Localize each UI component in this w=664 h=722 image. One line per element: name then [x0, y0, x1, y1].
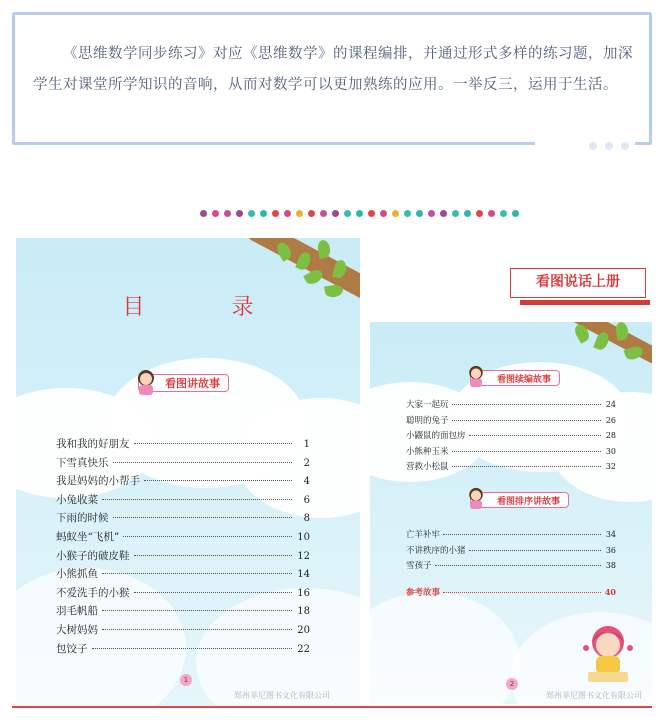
divider-dot: [500, 210, 507, 217]
toc-leader: [452, 466, 601, 467]
divider-dot: [272, 210, 279, 217]
divider-dot: [452, 210, 459, 217]
toc-leader: [102, 629, 292, 630]
toc-entry: [56, 473, 310, 492]
toc-leader: [102, 499, 292, 500]
toc-entry-title: 不爱洗手的小猴: [56, 586, 130, 599]
toc-entry-page: 16: [297, 587, 310, 599]
toc-entry-title: 下雪真快乐: [56, 456, 109, 469]
publisher-watermark: 郑州菲尼图书文化有限公司: [234, 691, 330, 700]
page-number: 1: [180, 674, 192, 686]
toc-list: [56, 436, 310, 659]
toc-leader: [134, 443, 293, 444]
toc-leader: [443, 534, 601, 535]
divider-dot: [332, 210, 339, 217]
toc-entry-title: 下雨的时候: [56, 512, 109, 525]
toc-entry: [56, 566, 310, 585]
toc-entry: [56, 436, 310, 455]
toc-leader: [102, 573, 292, 574]
divider-dot: [404, 210, 411, 217]
toc-entry: [56, 492, 310, 511]
toc-list-section-1: [406, 398, 616, 476]
toc-entry: [56, 548, 310, 567]
girl-avatar-icon: [133, 368, 159, 396]
toc-entry: [56, 585, 310, 604]
girl-avatar-icon: [465, 486, 487, 510]
publisher-watermark: 郑州菲尼图书文化有限公司: [546, 691, 642, 700]
toc-entry-title: 营救小松鼠: [406, 462, 449, 472]
toc-entry-reference: [406, 586, 616, 602]
toc-entry: [56, 529, 310, 548]
dot-divider: [200, 210, 519, 217]
toc-leader: [134, 592, 293, 593]
toc-title: 目 录: [122, 295, 294, 320]
toc-entry-page: 10: [297, 531, 310, 543]
divider-dot: [476, 210, 483, 217]
toc-leader: [92, 648, 293, 649]
divider-dot: [320, 210, 327, 217]
toc-entry-page: 28: [605, 431, 616, 440]
toc-entry-title: 不讲秩序的小猪: [406, 545, 466, 556]
toc-entry-page: 32: [605, 462, 616, 471]
book-page-left: [16, 238, 360, 708]
divider-dot: [236, 210, 243, 217]
section-badge-label: 看图续编故事: [497, 374, 552, 385]
divider-dot: [368, 210, 375, 217]
toc-entry-page: 26: [605, 415, 616, 425]
section-badge-1: [470, 370, 560, 386]
toc-entry-page: 36: [605, 545, 616, 555]
toc-list-section-2: [406, 528, 616, 575]
divider-dot: [416, 210, 423, 217]
intro-text: [33, 39, 641, 101]
toc-entry: [56, 641, 310, 660]
toc-entry-title: 小熊种玉米: [406, 446, 449, 457]
toc-entry: [406, 544, 616, 560]
divider-dot: [512, 210, 519, 217]
toc-entry-title: 亡羊补牢: [406, 530, 441, 540]
girl-avatar-icon: [465, 364, 487, 388]
toc-entry-page: 8: [303, 513, 310, 525]
toc-entry-page: 4: [303, 476, 310, 488]
divider-dot: [356, 210, 363, 217]
toc-entry: [406, 398, 616, 414]
page-number: 2: [506, 678, 518, 690]
toc-list-reference: [406, 586, 616, 602]
bottom-rule: [12, 706, 652, 708]
divider-dot: [344, 210, 351, 217]
toc-entry-page: 40: [604, 587, 616, 597]
toc-entry: [406, 429, 616, 445]
divider-dot: [440, 210, 447, 217]
divider-dot: [296, 210, 303, 217]
toc-entry: [406, 445, 616, 461]
toc-entry: [56, 510, 310, 529]
cloud-decoration: [370, 592, 520, 704]
toc-leader: [123, 536, 292, 537]
divider-dot: [428, 210, 435, 217]
toc-entry: [56, 622, 310, 641]
book-label-banner: 看图说话上册: [510, 268, 646, 298]
divider-dot: [284, 210, 291, 217]
toc-entry-title: 大树妈妈: [56, 623, 98, 636]
divider-dot: [200, 210, 207, 217]
toc-leader: [443, 592, 601, 593]
toc-entry-title: 小鼹鼠的面包房: [406, 431, 466, 441]
toc-entry-page: 24: [605, 400, 616, 409]
book-page-right: [370, 322, 652, 704]
toc-leader: [452, 451, 601, 452]
toc-entry-page: 14: [297, 569, 310, 581]
toc-entry-title: 小猴子的破皮鞋: [56, 549, 130, 562]
toc-entry-page: 6: [303, 494, 310, 506]
toc-leader: [452, 404, 601, 405]
divider-dot: [380, 210, 387, 217]
toc-leader: [102, 610, 292, 611]
box-border-gap: [535, 142, 587, 145]
toc-entry: [406, 528, 616, 544]
toc-entry-page: 22: [297, 643, 310, 655]
divider-dot: [488, 210, 495, 217]
toc-entry-title: 雪孩子: [406, 561, 432, 571]
toc-leader: [144, 480, 292, 481]
toc-leader: [134, 555, 293, 556]
toc-entry-title: 参考故事: [406, 588, 441, 598]
toc-leader: [469, 550, 601, 551]
divider-dot: [260, 210, 267, 217]
divider-dot: [248, 210, 255, 217]
divider-dot: [224, 210, 231, 217]
divider-dot: [212, 210, 219, 217]
toc-entry: [406, 559, 616, 575]
toc-entry: [406, 414, 616, 430]
toc-entry-title: 蚂蚁坐“飞机”: [56, 530, 120, 543]
toc-leader: [469, 435, 601, 436]
toc-entry-title: 大家一起玩: [406, 400, 449, 410]
section-badge-2: [470, 492, 569, 508]
toc-entry-page: 34: [605, 530, 616, 539]
toc-entry-page: 20: [297, 624, 310, 636]
toc-entry-page: 38: [605, 561, 616, 570]
toc-entry-page: 1: [303, 439, 310, 450]
toc-entry-title: 羽毛帆船: [56, 605, 98, 618]
divider-dot: [392, 210, 399, 217]
box-decoration-dots: [583, 142, 635, 150]
intro-text-content: 《思维数学同步练习》对应《思维数学》的课程编排，并通过形式多样的练习题，加深学生对课堂所学知识的音响，从而对数学可以更加熟练的应用。一举反三，运用于生活。: [33, 46, 633, 93]
section-badge-label: 看图排序讲故事: [497, 496, 561, 507]
toc-entry: [406, 460, 616, 476]
toc-entry-page: 18: [297, 606, 310, 618]
toc-leader: [452, 420, 601, 421]
girl-reading-illustration: [578, 620, 638, 690]
toc-entry-page: 30: [605, 446, 616, 456]
toc-entry-title: 包饺子: [56, 642, 88, 655]
toc-leader: [113, 517, 293, 518]
toc-leader: [113, 462, 293, 463]
toc-entry-page: 12: [297, 550, 310, 562]
divider-dot: [464, 210, 471, 217]
toc-entry-title: 我是妈妈的小帮手: [56, 475, 140, 488]
toc-entry: [56, 603, 310, 622]
section-badge: [138, 374, 229, 392]
section-badge-label: 看图讲故事: [165, 377, 220, 390]
toc-entry-title: 小熊抓鱼: [56, 568, 98, 581]
intro-box: [12, 12, 652, 145]
toc-leader: [435, 565, 601, 566]
toc-entry: [56, 455, 310, 474]
banner-underline: [520, 300, 650, 305]
toc-entry-title: 聪明的兔子: [406, 415, 449, 426]
toc-entry-page: 2: [303, 457, 310, 469]
toc-entry-title: 我和我的好朋友: [56, 438, 130, 450]
divider-dot: [308, 210, 315, 217]
toc-entry-title: 小兔收菜: [56, 493, 98, 506]
